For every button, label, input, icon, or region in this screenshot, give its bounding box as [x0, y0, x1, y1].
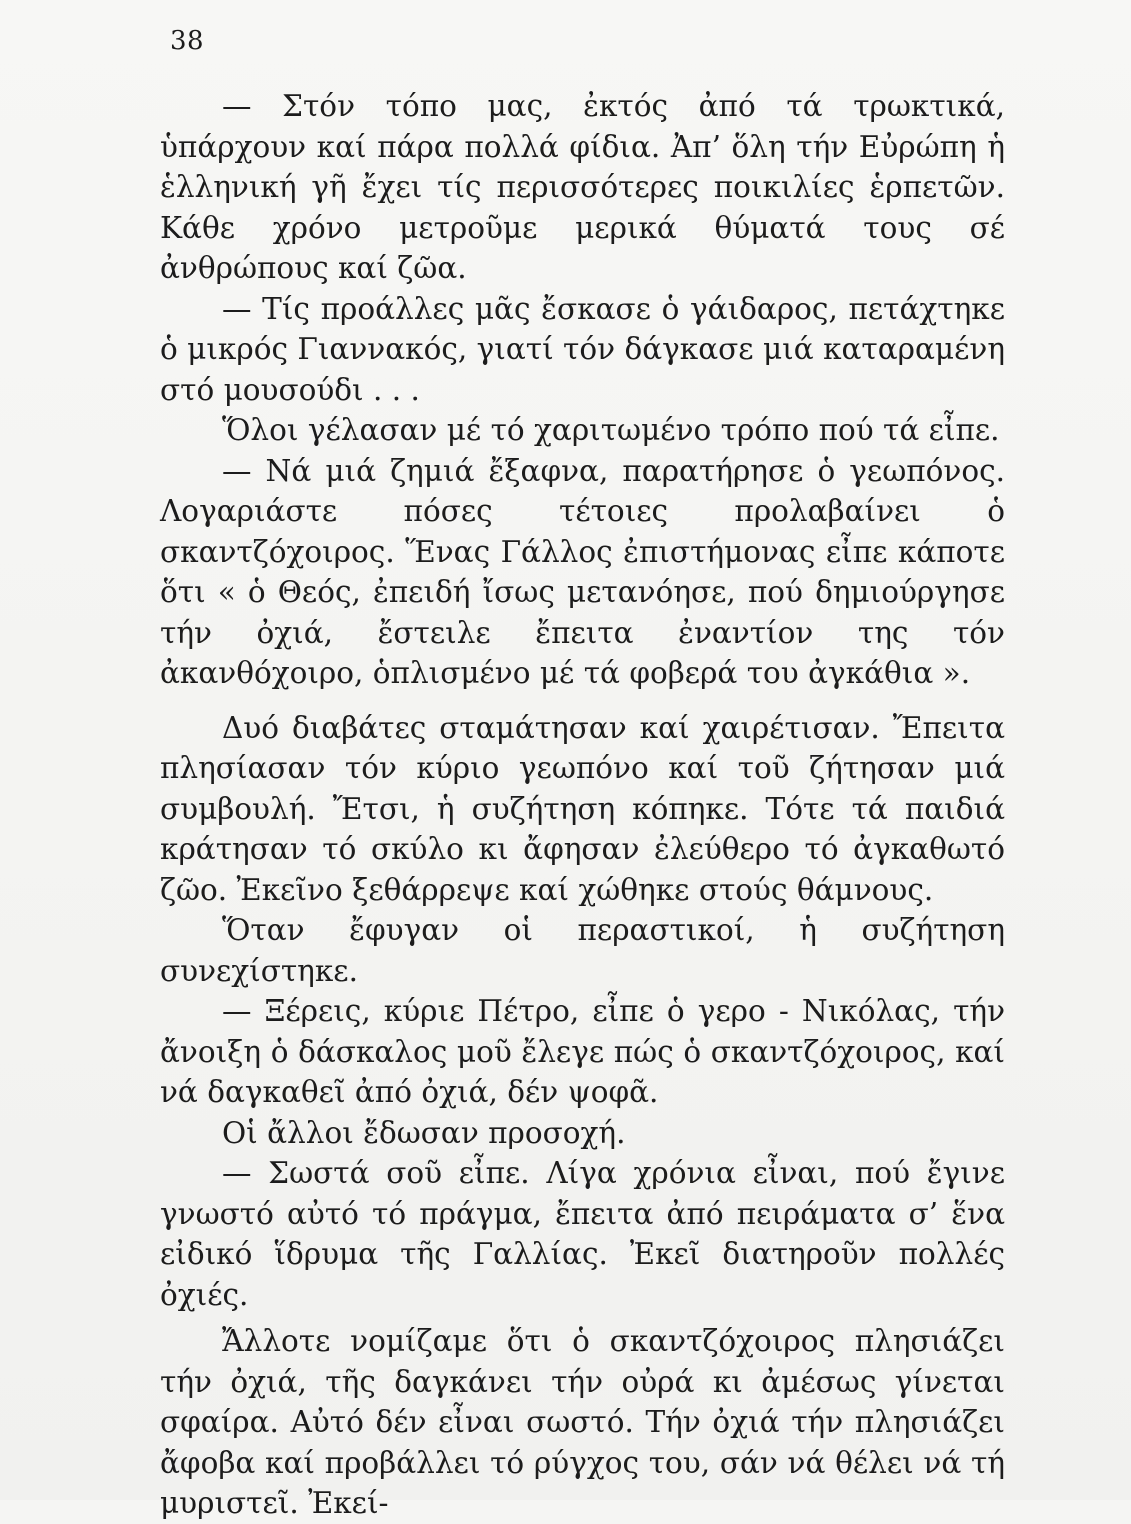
- paragraph-3: Ὅλοι γέλασαν μέ τό χαριτωμένο τρόπο πού τά εἶπε.: [222, 413, 1000, 447]
- paragraph-7: — Ξέρεις, κύριε Πέτρο, εἶπε ὁ γερο - Νικόλας, τήν ἄνοιξη ὁ δάσκαλος μοῦ ἔλεγε πώς ὁ σκαντζόχοιρος, καί νά δαγκαθεῖ ἀπό ὀχιά, δέν ψοφᾶ.: [160, 994, 1005, 1109]
- paragraph-4: — Νά μιά ζημιά ἔξαφνα, παρατήρησε ὁ γεωπόνος. Λογαριάστε πόσες τέτοιες προλαβαίνει ὁ σκαντζόχοιρος. Ἕνας Γάλλος ἐπιστήμονας εἶπε κάποτε ὅτι « ὁ Θεός, ἐπειδή ἴσως μετανόησε, πού δημιούργησε τήν ὀχιά, ἔστειλε ἔπειτα ἐναντίον της τόν ἀκανθόχοιρο, ὁπλισμένο μέ τά φοβερά του ἀγκάθια ».: [160, 453, 1005, 690]
- paragraph-8: Οἱ ἄλλοι ἔδωσαν προσοχή.: [222, 1115, 626, 1150]
- paragraph-9: — Σωστά σοῦ εἶπε. Λίγα χρόνια εἶναι, πού ἔγινε γνωστό αὐτό τό πράγμα, ἔπειτα ἀπό πειράματα σ’ ἕνα εἰδικό ἵδρυμα τῆς Γαλλίας. Ἐκεῖ διατηροῦν πολλές ὀχιές.: [160, 1156, 1005, 1312]
- paragraph-5: Δυό διαβάτες σταμάτησαν καί χαιρέτισαν. Ἔπειτα πλησίασαν τόν κύριο γεωπόνο καί τοῦ ζήτησαν μιά συμβουλή. Ἔτσι, ἡ συζήτηση κόπηκε. Τότε τά παιδιά κράτησαν τό σκύλο κι ἄφησαν ἐλεύθερο τό ἀγκαθωτό ζῶο. Ἐκεῖνο ξεθάρρεψε καί χώθηκε στούς θάμνους.: [160, 710, 1005, 907]
- paragraph-1: — Στόν τόπο μας, ἐκτός ἀπό τά τρωκτικά, ὑπάρχουν καί πάρα πολλά φίδια. Ἀπ’ ὅλη τήν Εὐρώπη ἡ ἑλληνική γῆ ἔχει τίς περισσότερες ποικιλίες ἑρπετῶν. Κάθε χρόνο μετροῦμε μερικά θύματά τους σέ ἀνθρώπους καί ζῶα.: [160, 89, 1005, 285]
- paragraph-6: Ὅταν ἔφυγαν οἱ περαστικοί, ἡ συζήτηση συνεχίστηκε.: [160, 913, 1005, 988]
- paragraph-10: Ἄλλοτε νομίζαμε ὅτι ὁ σκαντζόχοιρος πλησιάζει τήν ὀχιά, τῆς δαγκάνει τήν οὐρά κι ἀμέσως γίνεται σφαίρα. Αὐτό δέν εἶναι σωστό. Τήν ὀχιά τήν πλησιάζει ἄφοβα καί προβάλλει τό ρύγχος του, σάν νά θέλει νά τή μυριστεῖ. Ἐκεί-: [160, 1324, 1005, 1520]
- page-number: 38: [170, 26, 205, 56]
- paragraph-2: — Τίς προάλλες μᾶς ἔσκασε ὁ γάιδαρος, πετάχτηκε ὁ μικρός Γιαννακός, γιατί τόν δάγκασε μιά καταραμένη στό μουσούδι . . .: [160, 291, 1005, 407]
- body-text: [160, 86, 1005, 1524]
